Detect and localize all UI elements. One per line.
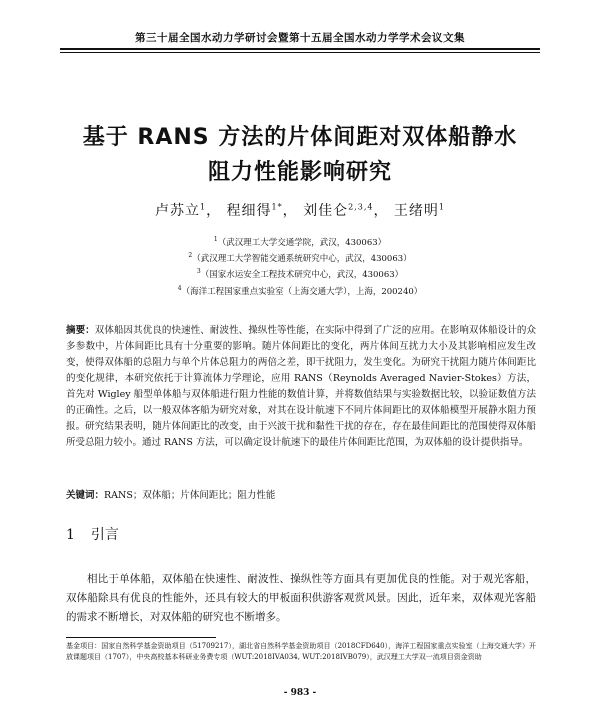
author-affil-sup: 2,3,4 bbox=[348, 202, 374, 212]
affiliation-text: （国家水运安全工程技术研究中心，武汉，430063） bbox=[200, 270, 404, 280]
keywords bbox=[66, 487, 536, 501]
affiliation bbox=[60, 252, 540, 264]
paper-title-line-1: 基于 RANS 方法的片体间距对双体船静水 bbox=[82, 125, 518, 150]
author-affil-sup: 1 bbox=[438, 202, 445, 212]
header-rule-thick bbox=[60, 48, 540, 50]
author-separator: ， bbox=[373, 203, 389, 219]
intro-paragraph: 相比于单体船，双体船在快速性、耐波性、操纵性等方面具有更加优良的性能。对于观光客船，双体船除具有优良的性能外，还具有较大的甲板面积供游客观赏风景。因此，近年来，双体观光客船的需求不断增长，对双体船的研究也不断增多。 bbox=[66, 573, 536, 623]
abstract bbox=[66, 323, 536, 451]
section-title: 引言 bbox=[90, 527, 119, 543]
affiliation bbox=[60, 236, 540, 248]
author-list bbox=[60, 200, 540, 220]
footnote-rule bbox=[66, 637, 216, 638]
affiliation-sup: 3 bbox=[196, 268, 201, 276]
running-header: 第三十届全国水动力学研讨会暨第十五届全国水动力学学术会议文集 bbox=[135, 32, 465, 44]
paper-title-line-2: 阻力性能影响研究 bbox=[207, 160, 392, 185]
affiliation-text: （武汉理工大学交通学院，武汉，430063） bbox=[217, 238, 387, 248]
author-separator: ， bbox=[206, 203, 222, 219]
section-heading bbox=[66, 524, 119, 544]
author-name: 王绪明 bbox=[393, 203, 439, 219]
affiliation-sup: 4 bbox=[177, 285, 182, 293]
affiliation-sup: 1 bbox=[213, 236, 218, 244]
funding-footnote: 基金项目：国家自然科学基金资助项目（51709217），湖北省自然科学基金资助项目（2018CFD640），海洋工程国家重点实验室（上海交通大学）开放课题项目（1707），中央高校基本科研业务费专项（WUT:2018IVA034, WUT:2018IVB079），武汉理工大学双一流项目资金资助 bbox=[66, 642, 536, 661]
header-rule-thin bbox=[60, 52, 540, 53]
author-name: 卢苏立 bbox=[155, 203, 200, 219]
affiliation bbox=[60, 285, 540, 297]
author-affil-sup: 1* bbox=[271, 202, 283, 212]
abstract-text: 双体船因其优良的快速性、耐波性、操纵性等性能，在实际中得到了广泛的应用。在影响双体船设计的众多参数中，片体间距比具有十分重要的影响。随片体间距比的变化，两片体间互扰力大小及其影响相应发生改变，使得双体船的总阻力与单个片体总阻力的两倍之差，即干扰阻力，发生变化。为研究干扰阻力随片体间距比的变化规律，本研究依托于计算流体力学理论，应用 RANS（Reynolds Averaged Navier-Stokes）方法，首先对 Wigley 船型单体船与双体船进行阻力性能的数值计算，并将数值结果与实验数据比较，以验证数值方法的正确性。之后，以一般双体客船为研究对象，对其在设计航速下不同片体间距比的双体船模型开展静水阻力预报。研究结果表明，随片体间距比的改变，由于兴波干扰和黏性干扰的存在，存在最佳间距比的范围使得双体船所受总阻力较小。通过 RANS 方法，可以确定设计航速下的最佳片体间距比范围，为双体船的设计提供指导。 bbox=[66, 325, 536, 448]
affiliation-sup: 2 bbox=[188, 252, 193, 260]
author-name: 刘佳仑 bbox=[303, 203, 349, 219]
author-name: 程细得 bbox=[226, 203, 272, 219]
affiliation-text: （武汉理工大学智能交通系统研究中心，武汉，430063） bbox=[192, 254, 412, 264]
abstract-label: 摘要： bbox=[66, 325, 95, 336]
author-affil-sup: 1 bbox=[200, 202, 207, 212]
affiliation-text: （海洋工程国家重点实验室（上海交通大学），上海，200240） bbox=[181, 287, 423, 297]
affiliation bbox=[60, 268, 540, 280]
keywords-label: 关键词： bbox=[66, 490, 105, 501]
section-number: 1 bbox=[66, 527, 75, 543]
page-number: - 983 - bbox=[283, 688, 317, 698]
author-separator: ， bbox=[282, 203, 298, 219]
keywords-text: RANS；双体船；片体间距比；阻力性能 bbox=[104, 490, 276, 501]
